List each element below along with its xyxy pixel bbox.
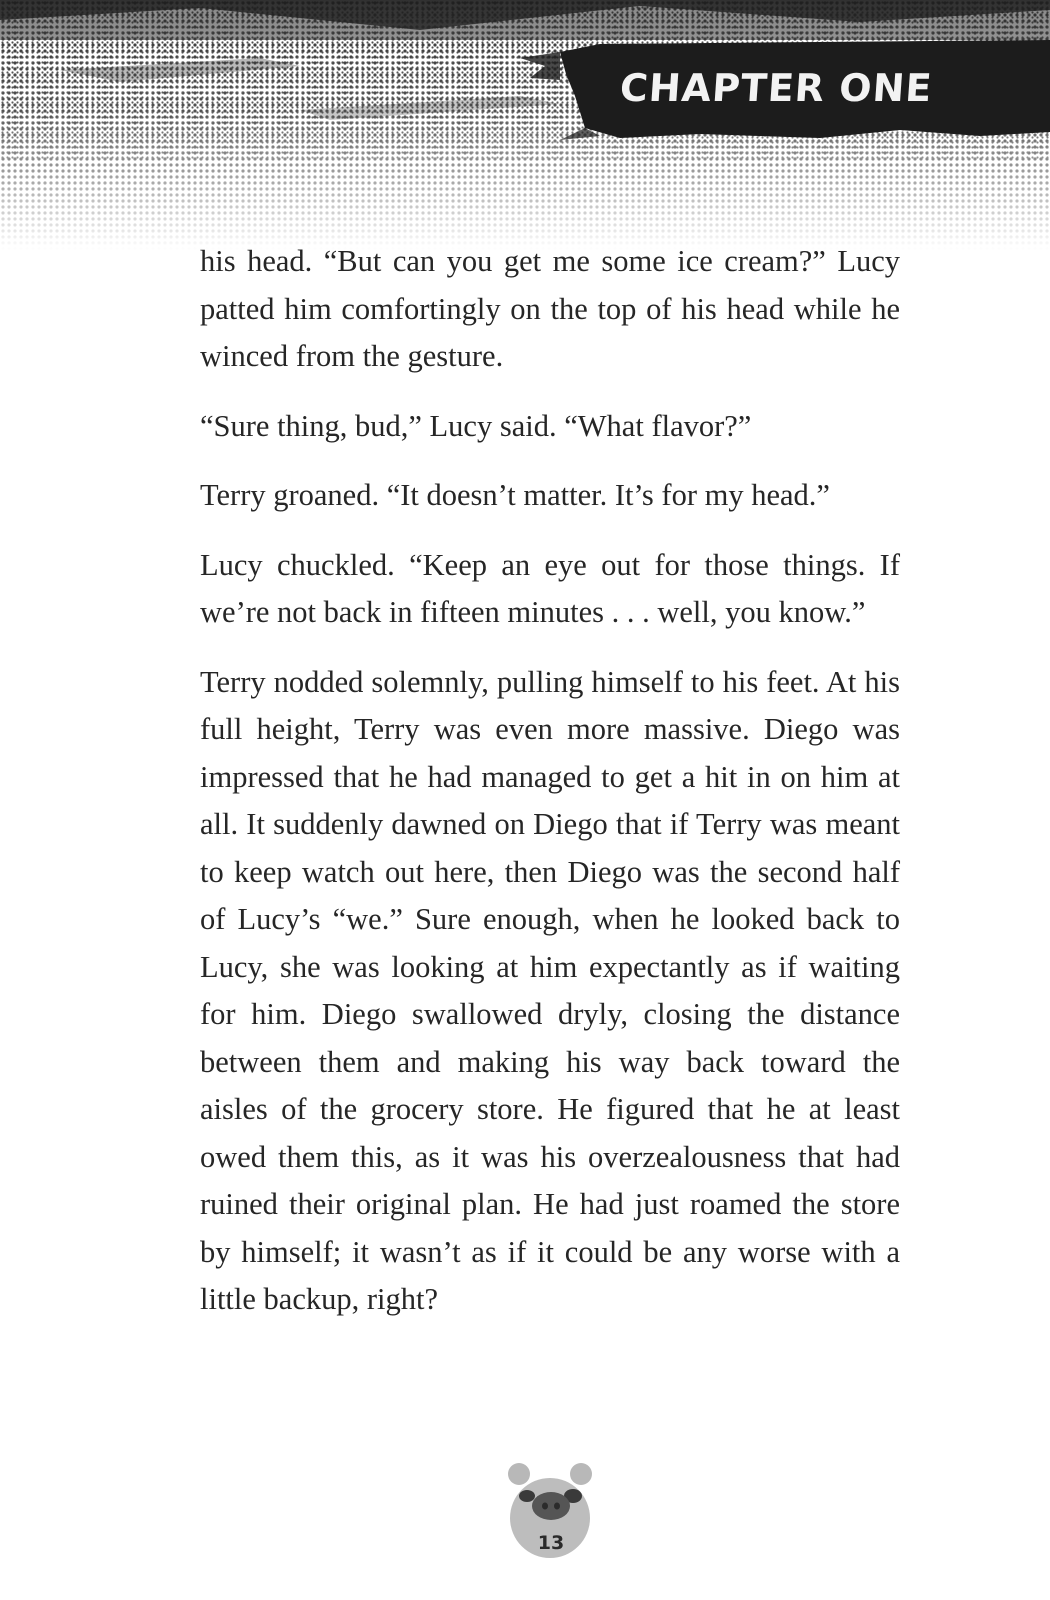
paragraph: “Sure thing, bud,” Lucy said. “What flavor?” (200, 408, 752, 443)
page-number: 13 (537, 1532, 565, 1554)
paragraph: his head. “But can you get me some ice cream?” Lucy patted him comfortingly on the top of his head while he winced from the gesture. (200, 244, 900, 373)
page-folio (505, 1458, 597, 1564)
paragraph: Lucy chuckled. “Keep an eye out for those things. If we’re not back in fifteen minutes . . . well, you know.” (200, 547, 900, 629)
paragraph: Terry nodded solemnly, pulling himself to his feet. At his full height, Terry was even more massive. Diego was impressed that he had managed to get a hit in on him at all. It suddenly dawned on Diego that if Terry was meant to keep watch out here, then Diego was the second half of Lucy’s “we.” Sure enough, when he looked back to Lucy, she was looking at him expectantly as if waiting for him. Diego swallowed dryly, closing the distance between them and making his way back toward the aisles of the grocery store. He figured that he at least owed them this, as it was his overzealousness that had ruined their original plan. He had just roamed the store by himself; it wasn’t as if it could be any worse with a little backup, right? (200, 664, 900, 1316)
chapter-body-text (200, 238, 900, 1346)
paragraph: Terry groaned. “It doesn’t matter. It’s for my head.” (200, 478, 830, 512)
chapter-title: CHAPTER ONE (618, 66, 934, 110)
halftone-band-graphic (0, 0, 1050, 250)
chapter-header-band (0, 0, 1050, 250)
